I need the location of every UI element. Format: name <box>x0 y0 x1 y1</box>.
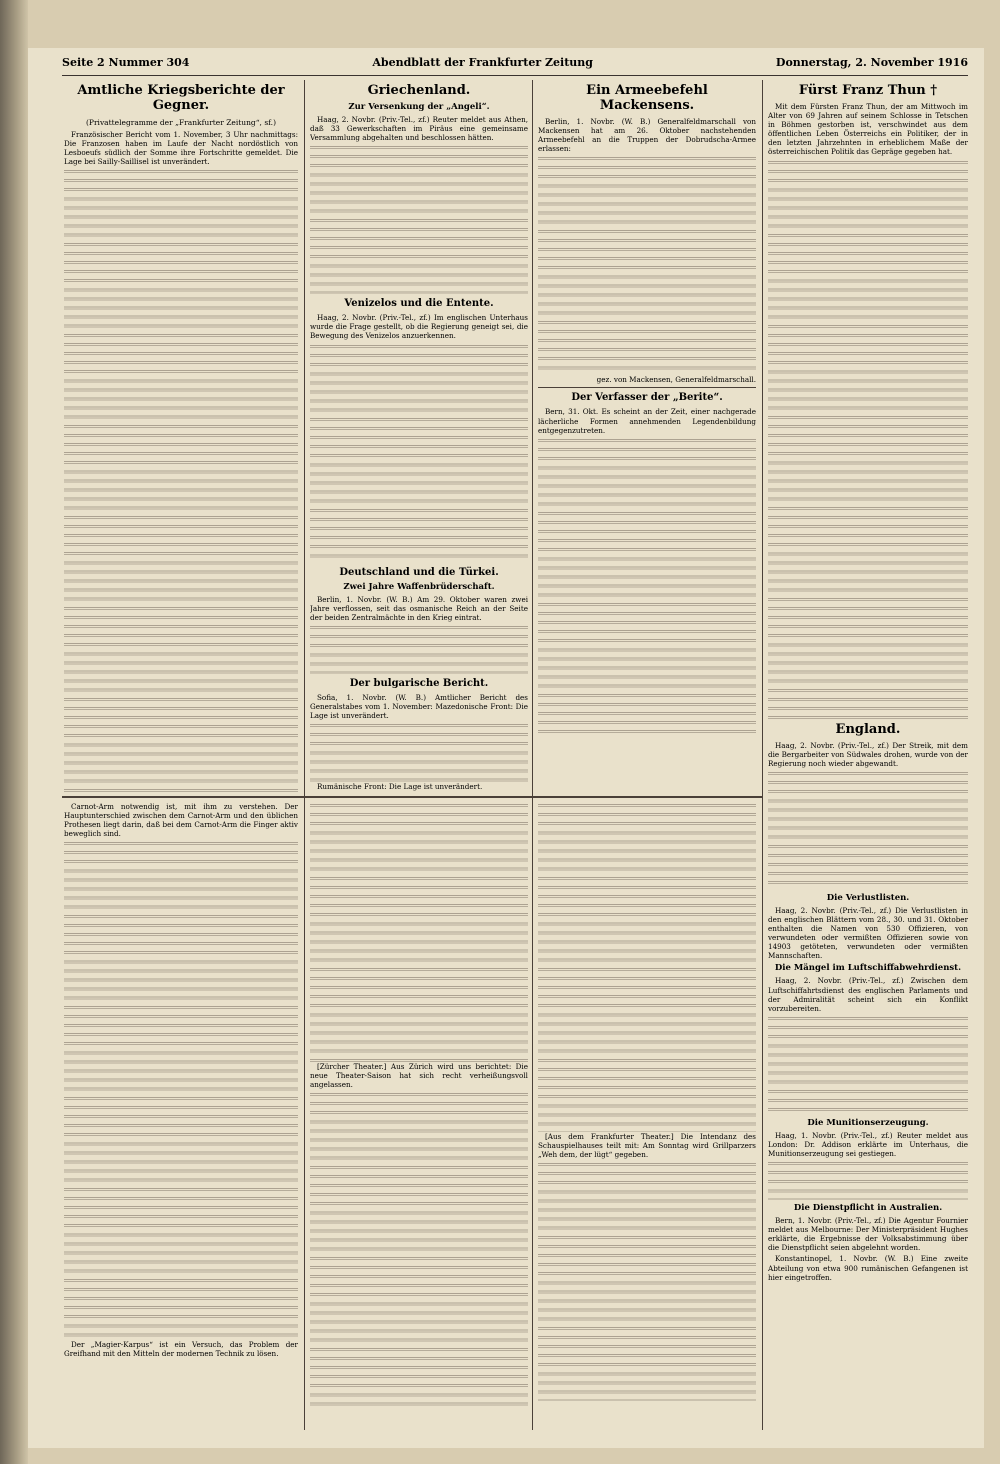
text-body <box>310 802 528 1062</box>
feuilleton-text: Carnot-Arm notwendig ist, mit ihm zu verstehen. Der Hauptunterschied zwischen dem Carnot-Arm und den üblichen Prothesen liegt darin, daß bei dem Carnot-Arm die Finger aktiv beweglich sind. <box>64 802 298 839</box>
feuilleton-text: [Aus dem Frankfurter Theater.] Die Intendanz des Schauspielhauses teilt mit: Am Sonntag wird Grillparzers „Weh dem, der lügt“ gegeben. <box>538 1132 756 1160</box>
text-body <box>64 840 298 1340</box>
feuilleton-text: [Zürcher Theater.] Aus Zürich wird uns berichtet: Die neue Theater-Saison hat sich recht verheißungsvoll angelassen. <box>310 1062 528 1090</box>
text-body <box>768 770 968 890</box>
subheading: Deutschland und die Türkei. <box>339 566 499 578</box>
column-3 <box>538 80 756 792</box>
subheading: Venizelos und die Entente. <box>344 298 494 310</box>
text-body <box>768 1160 968 1200</box>
article-text: Haag, 2. Novbr. (Priv.-Tel., zf.) Reuter meldet aus Athen, daß 33 Gewerkschaften im Piräus eine gemeinsame Versammlung abgehalten und beschlossen hätten. <box>310 115 528 143</box>
text-body <box>64 168 298 792</box>
text-body <box>310 1091 528 1411</box>
article-text: Konstantinopel, 1. Novbr. (W. B.) Eine zweite Abteilung von etwa 900 rumänischen Gefangenen ist hier eingetroffen. <box>768 1254 968 1282</box>
subheading: Die Munitionserzeugung. <box>807 1117 929 1128</box>
column-4 <box>768 80 968 1430</box>
subheading: Zwei Jahre Waffenbrüderschaft. <box>343 581 495 592</box>
text-body <box>538 155 756 375</box>
article-text: Rumänische Front: Die Lage ist unverändert. <box>317 782 483 792</box>
feuilleton-column-3 <box>538 802 756 1422</box>
binding-gutter <box>0 0 28 1464</box>
subheading: Der Verfasser der „Berite“. <box>571 392 723 404</box>
masthead <box>62 56 968 76</box>
headline-war-reports: Amtliche Kriegsberichte der Gegner. <box>77 83 285 113</box>
article-text: Berlin, 1. Novbr. (W. B.) Am 29. Oktober waren zwei Jahre verflossen, seit das osmanische Reich an der Seite der beiden Zentralmächte in den Krieg eintrat. <box>310 594 528 622</box>
text-body <box>310 722 528 782</box>
page-number: Seite 2 Nummer 304 <box>62 56 190 69</box>
article-text: Haag, 2. Novbr. (Priv.-Tel., zf.) Der Streik, mit dem die Bergarbeiter von Südwales drohen, wurde von der Regierung noch wieder abgewandt. <box>768 740 968 768</box>
article-text: Berlin, 1. Novbr. (W. B.) Generalfeldmarschall von Mackensen hat am 26. Oktober nachstehenden Armeebefehl an die Truppen der Dobrudscha-Armee erlassen: <box>538 117 756 154</box>
text-body <box>310 343 528 563</box>
feuilleton-column-2 <box>310 802 528 1422</box>
column-1 <box>64 80 298 792</box>
article-text: Sofia, 1. Novbr. (W. B.) Amtlicher Bericht des Generalstabes vom 1. November: Mazedonische Front: Die Lage ist unverändert. <box>310 692 528 721</box>
text-body <box>768 159 968 719</box>
column-rule <box>532 80 533 1430</box>
issue-date: Donnerstag, 2. November 1916 <box>775 56 968 69</box>
subtitle: (Privattelegramme der „Frankfurter Zeitung“, sf.) <box>85 118 276 127</box>
article-text: Haag, 2. Novbr. (Priv.-Tel., zf.) Im englischen Unterhaus wurde die Frage gestellt, ob die Regierung geneigt sei, die Bewegung des Venizelos anzuerkennen. <box>310 313 528 341</box>
column-rule <box>762 80 763 1430</box>
article-text: Haag, 2. Novbr. (Priv.-Tel., zf.) Zwischen dem Luftschiffahrtsdienst des englischen Parlaments und der Admiralität scheint sich ein Konflikt vorzubereiten. <box>768 976 968 1013</box>
text-body <box>538 1161 756 1401</box>
subheading: Die Verlustlisten. <box>826 892 910 903</box>
newspaper-title: Abendblatt der Frankfurter Zeitung <box>372 56 593 69</box>
feuilleton-rule <box>62 796 762 798</box>
text-body <box>538 437 756 737</box>
article-text: Haag, 2. Novbr. (Priv.-Tel., zf.) Die Verlustlisten in den englischen Blättern vom 28., 30. und 31. Oktober enthalten die Namen von 530 Offizieren, von verwundeten oder vermißten Offizieren sowie von 14903 getöteten, verwundeten oder vermißten Mannschaften. <box>768 905 968 961</box>
article-text: Französischer Bericht vom 1. November, 3 Uhr nachmittags: Die Franzosen haben im Laufe der Nacht nordöstlich von Lesboeufs südlich der Somme ihre Fortschritte gemeldet. Die Lage bei Sailly-Saillisel ist unverändert. <box>64 130 298 167</box>
column-rule <box>304 796 305 1430</box>
subheading: Die Mängel im Luftschiffabwehrdienst. <box>774 963 962 974</box>
feuilleton-column-1 <box>64 802 298 1422</box>
text-body <box>310 144 528 294</box>
article-text: Bern, 1. Novbr. (Priv.-Tel., zf.) Die Agentur Fournier meldet aus Melbourne: Der Ministerpräsident Hughes erklärte, die Ergebnisse der Volksabstimmung über die Dienstpflicht seien abgelehnt worden. <box>768 1216 968 1253</box>
article-text: Haag, 1. Novbr. (Priv.-Tel., zf.) Reuter meldet aus London: Dr. Addison erklärte im Unterhaus, die Munitionserzeugung sei gestiegen. <box>768 1130 968 1158</box>
subheading: England. <box>835 721 901 737</box>
headline-thun: Fürst Franz Thun † <box>798 83 938 98</box>
subheading: Die Dienstpflicht in Australien. <box>793 1203 943 1214</box>
article-text: Bern, 31. Okt. Es scheint an der Zeit, einer nachgerade lächerliche Formen annehmenden Legendenbildung entgegenzutreten. <box>538 407 756 435</box>
headline-mackensen: Ein Armeebefehl Mackensens. <box>586 83 708 113</box>
text-body <box>310 624 528 674</box>
column-2 <box>310 80 528 792</box>
signature-line: gez. von Mackensen, Generalfeldmarschall. <box>596 375 756 385</box>
headline-greece: Griechenland. <box>367 83 471 98</box>
article-text: Mit dem Fürsten Franz Thun, der am Mittwoch im Alter von 69 Jahren auf seinem Schlosse in Tetschen in Böhmen gestorben ist, verschwindet aus dem öffentlichen Leben Österreichs ein Politiker, der in den letzten Jahrzehnten in erheblichem Maße der österreichischen Politik das Gepräge gegeben hat. <box>768 102 968 157</box>
text-body <box>538 802 756 1132</box>
column-rule <box>304 80 305 796</box>
subheading: Zur Versenkung der „Angeli“. <box>348 102 490 112</box>
feuilleton-text: Der „Magier-Karpus“ ist ein Versuch, das Problem der Greifhand mit den Mitteln der modernen Technik zu lösen. <box>64 1340 298 1359</box>
text-body <box>768 1015 968 1115</box>
subheading: Der bulgarische Bericht. <box>349 677 489 689</box>
